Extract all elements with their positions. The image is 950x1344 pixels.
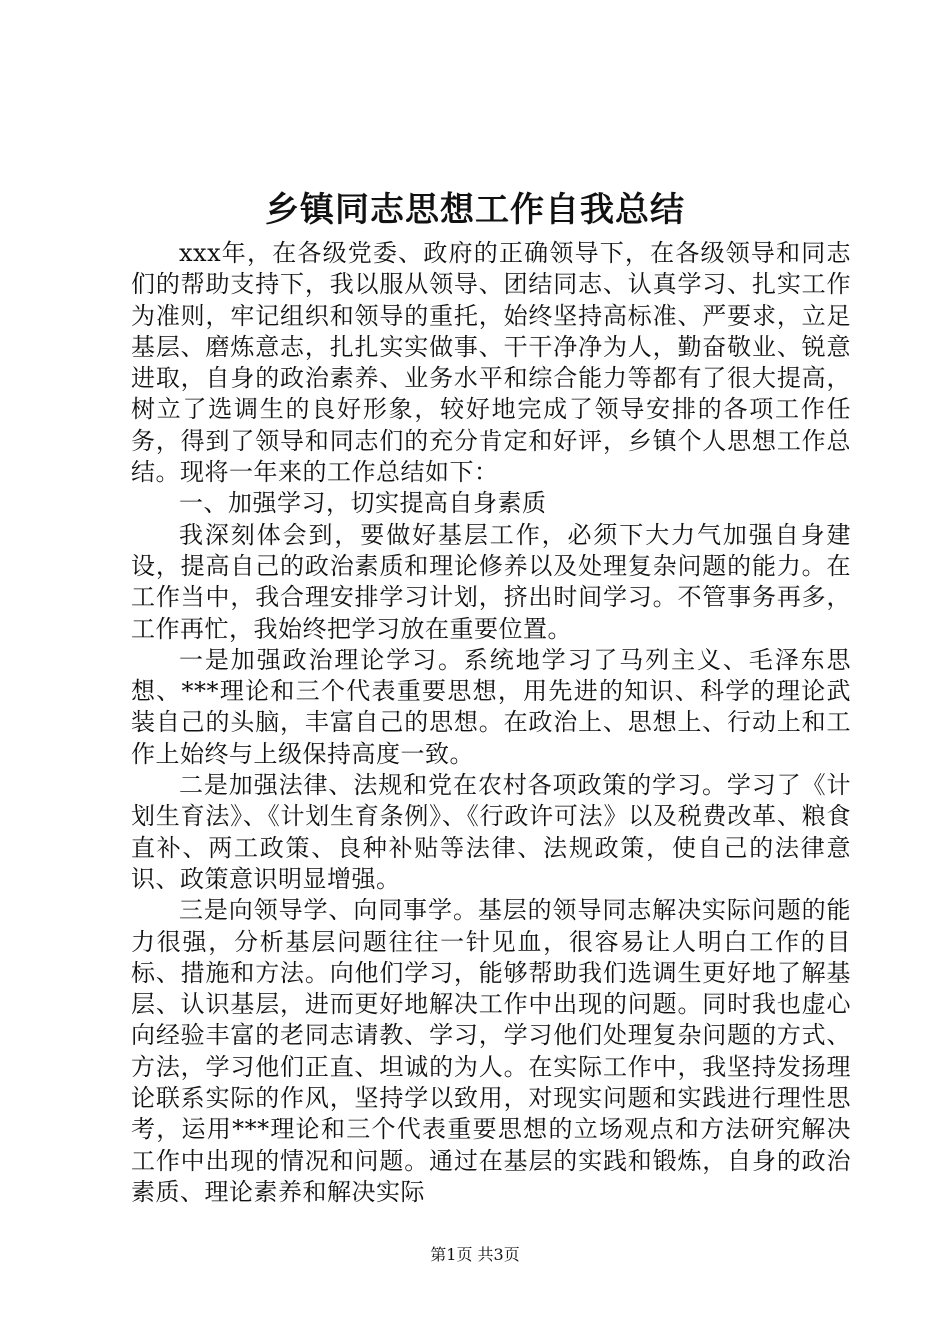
document-body <box>131 238 851 1208</box>
paragraph-point-2: 二是加强法律、法规和党在农村各项政策的学习。学习了《计划生育法》、《计划生育条例》、《行政许可法》以及税费改革、粮食直补、两工政策、良种补贴等法律、法规政策，使自己的法律意识、政策意识明显增强。 <box>131 771 851 893</box>
paragraph-section-1-intro: 我深刻体会到，要做好基层工作，必须下大力气加强自身建设，提高自己的政治素质和理论修养以及处理复杂问题的能力。在工作当中，我合理安排学习计划，挤出时间学习。不管事务再多，工作再忙，我始终把学习放在重要位置。 <box>131 520 851 643</box>
section-heading-1: 一、加强学习，切实提高自身素质 <box>179 489 547 518</box>
document-title: 乡镇同志思想工作自我总结 <box>265 190 685 230</box>
paragraph-intro: xxx年，在各级党委、政府的正确领导下，在各级领导和同志们的帮助支持下，我以服从领导、团结同志、认真学习、扎实工作为准则，牢记组织和领导的重托，始终坚持高标准、严要求，立足基层、磨炼意志，扎扎实实做事、干干净净为人，勤奋敬业、锐意进取，自身的政治素养、业务水平和综合能力等都有了很大提高，树立了选调生的良好形象，较好地完成了领导安排的各项工作任务，得到了领导和同志们的充分肯定和好评，乡镇个人思想工作总结。现将一年来的工作总结如下： <box>131 239 851 487</box>
paragraph-point-3: 三是向领导学、向同事学。基层的领导同志解决实际问题的能力很强，分析基层问题往往一针见血，很容易让人明白工作的目标、措施和方法。向他们学习，能够帮助我们选调生更好地了解基层、认识基层，进而更好地解决工作中出现的问题。同时我也虚心向经验丰富的老同志请教、学习，学习他们处理复杂问题的方式、方法，学习他们正直、坦诚的为人。在实际工作中，我坚持发扬理论联系实际的作风，坚持学以致用，对现实问题和实践进行理性思考，运用***理论和三个代表重要思想的立场观点和方法研究解决工作中出现的情况和问题。通过在基层的实践和锻炼，自身的政治素质、理论素养和解决实际 <box>131 896 851 1206</box>
page-footer: 第1页 共3页 <box>430 1245 520 1264</box>
paragraph-point-1: 一是加强政治理论学习。系统地学习了马列主义、毛泽东思想、***理论和三个代表重要思想，用先进的知识、科学的理论武装自己的头脑，丰富自己的思想。在政治上、思想上、行动上和工作上始终与上级保持高度一致。 <box>131 645 851 768</box>
